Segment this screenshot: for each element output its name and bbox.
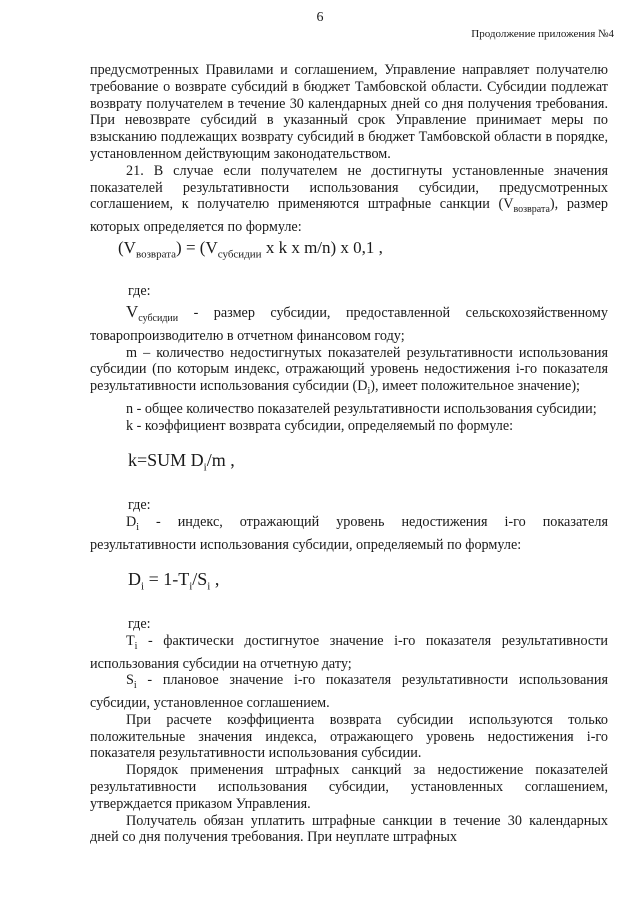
where-label: где: (128, 616, 151, 633)
page-number: 6 (316, 10, 324, 25)
paragraph-21 (90, 163, 608, 236)
definition-n: n - общее количество показателей результативности использования субсидии; (126, 400, 597, 417)
subscript: i (367, 386, 371, 398)
subscript: i (136, 521, 140, 533)
where-label: где: (128, 497, 151, 514)
formula-part: k=SUM D (128, 450, 204, 471)
formula-d (90, 569, 608, 597)
subscript: i (189, 581, 193, 594)
symbol: D (126, 514, 137, 531)
paragraph-procedure: Порядок применения штрафных санкций за недостижение показателей результативности использования субсидии, установленных соглашением, утверждается приказом Управления. (90, 762, 608, 812)
subscript: возврата (135, 248, 177, 261)
definition-text: m – количество недостигнутых показателей результативности использования субсидии (по которым индекс, отражающий уровень недостижения i-го показателя результативности использования субсидии (D (90, 344, 608, 395)
definition-text: - фактически достигнутое значение i-го показателя результативности использования субсидии на отчетную дату; (90, 633, 608, 672)
paragraph-payment: Получатель обязан уплатить штрафные санкции в течение 30 календарных дней со дня получения требования. При неуплате штрафных (90, 812, 608, 846)
definition-d (90, 514, 608, 553)
symbol: S (126, 672, 134, 689)
subscript: i (203, 462, 207, 475)
paragraph-21-tail: ), размер которых определяется по формуле: (90, 196, 608, 235)
definition-text: - индекс, отражающий уровень недостижения i-го показателя результативности использования субсидии, определяемый по формуле: (90, 514, 608, 553)
formula-part: ) = (V (176, 237, 218, 257)
document-body (90, 62, 608, 846)
subscript: i (141, 581, 145, 594)
definition-tail: ), имеет положительное значение); (370, 378, 580, 395)
formula-part: , (210, 569, 220, 590)
definition-k: k - коэффициент возврата субсидии, определяемый по формуле: (126, 417, 514, 434)
formula-part: /S (192, 569, 208, 590)
appendix-continuation-label: Продолжение приложения №4 (471, 28, 614, 40)
formula-k (90, 450, 608, 478)
paragraph-refund-requirement: предусмотренных Правилами и соглашением, Управление направляет получателю требование о возврате субсидий в бюджет Тамбовской области. Субсидии подлежат возврату получателем в течение 30 календарных дней со дня получения требования. При невозврате субсидий в указанный срок Управление принимает меры по взысканию подлежащих возврату субсидий в бюджет Тамбовской области в порядке, установленном действующим законодательством. (90, 62, 608, 162)
definition-text: - размер субсидии, предоставленной сельскохозяйственному товаропроизводителю в отчетном финансовом году; (90, 305, 608, 344)
symbol: T (126, 633, 135, 650)
symbol: V (126, 302, 139, 322)
subscript: субсидии (138, 313, 179, 325)
subscript: i (133, 680, 137, 692)
subscript: возврата (513, 204, 550, 216)
paragraph-21-text: 21. В случае если получателем не достигнуты установленные значения показателей результативности использования субсидии, предусмотренных соглашением, к получателю применяются штрафные санкции (V (90, 162, 608, 213)
where-label: где: (128, 283, 151, 300)
subscript: i (207, 581, 211, 594)
definition-m (90, 345, 608, 401)
definition-v-subsidy (90, 304, 608, 344)
subscript: субсидии (217, 248, 262, 261)
definition-t (90, 633, 608, 672)
formula-part: /m , (206, 450, 235, 471)
subscript: i (134, 640, 138, 652)
definition-text: - плановое значение i-го показателя результативности использования субсидии, установленное соглашением. (90, 672, 608, 712)
formula-part: = 1-T (144, 569, 190, 590)
definition-s (90, 672, 608, 711)
formula-part: (V (118, 237, 136, 257)
formula-part: D (128, 569, 141, 590)
formula-part: x k x m/n) x 0,1 , (261, 237, 383, 257)
formula-penalty (90, 238, 608, 264)
paragraph-calculation: При расчете коэффициента возврата субсидии используются только положительные значения индекса, отражающего уровень недостижения i-го показателя результативности использования субсидии. (90, 711, 608, 762)
